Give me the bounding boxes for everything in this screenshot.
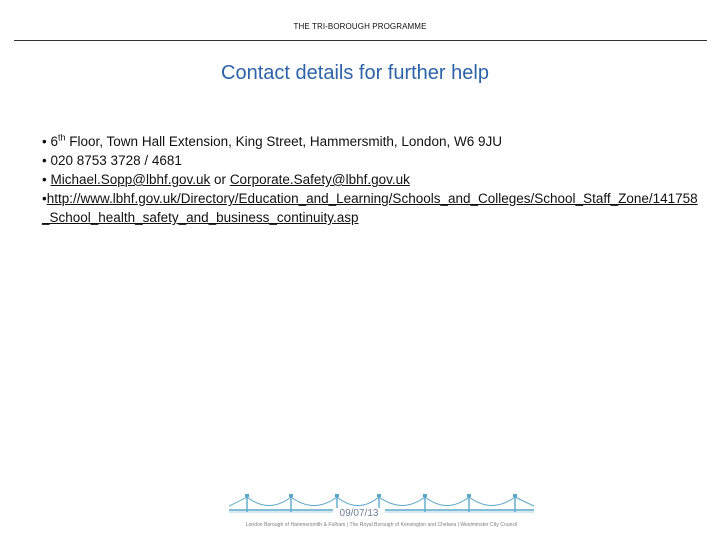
bullet: • xyxy=(42,172,47,187)
bullet: • xyxy=(42,191,47,206)
bullet: • xyxy=(42,134,47,149)
bullet: • xyxy=(42,153,47,168)
header-divider xyxy=(14,40,707,41)
school-staff-zone-link[interactable]: http://www.lbhf.gov.uk/Directory/Education_and_Learning/Schools_and_Colleges/School_Staff_Zone/141758_School_health_safety_and_business_continuity.asp xyxy=(42,191,698,225)
email-link-michael-sopp[interactable]: Michael.Sopp@lbhf.gov.uk xyxy=(50,172,211,187)
url-item xyxy=(42,189,702,227)
address-floor-suffix: th xyxy=(58,132,66,143)
slide-title: Contact details for further help xyxy=(221,62,489,84)
contact-list xyxy=(42,132,702,227)
programme-header: THE TRI-BOROUGH PROGRAMME xyxy=(293,22,427,31)
or-separator: or xyxy=(210,172,230,187)
email-link-corporate-safety[interactable]: Corporate.Safety@lbhf.gov.uk xyxy=(229,172,410,187)
address-text: Floor, Town Hall Extension, King Street, Hammersmith, London, W6 9JU xyxy=(65,134,502,149)
address-floor: 6 xyxy=(50,134,59,149)
phone-item xyxy=(42,151,702,170)
email-item xyxy=(42,170,702,189)
borough-names: London Borough of Hammersmith & Fulham | The Royal Borough of Kensington and Chelsea | Westminster City Council xyxy=(245,522,518,528)
phone-numbers: 020 8753 3728 / 4681 xyxy=(50,153,182,168)
footer-logo xyxy=(229,488,534,532)
address-item xyxy=(42,132,702,151)
slide-date: 09/07/13 xyxy=(333,508,385,519)
